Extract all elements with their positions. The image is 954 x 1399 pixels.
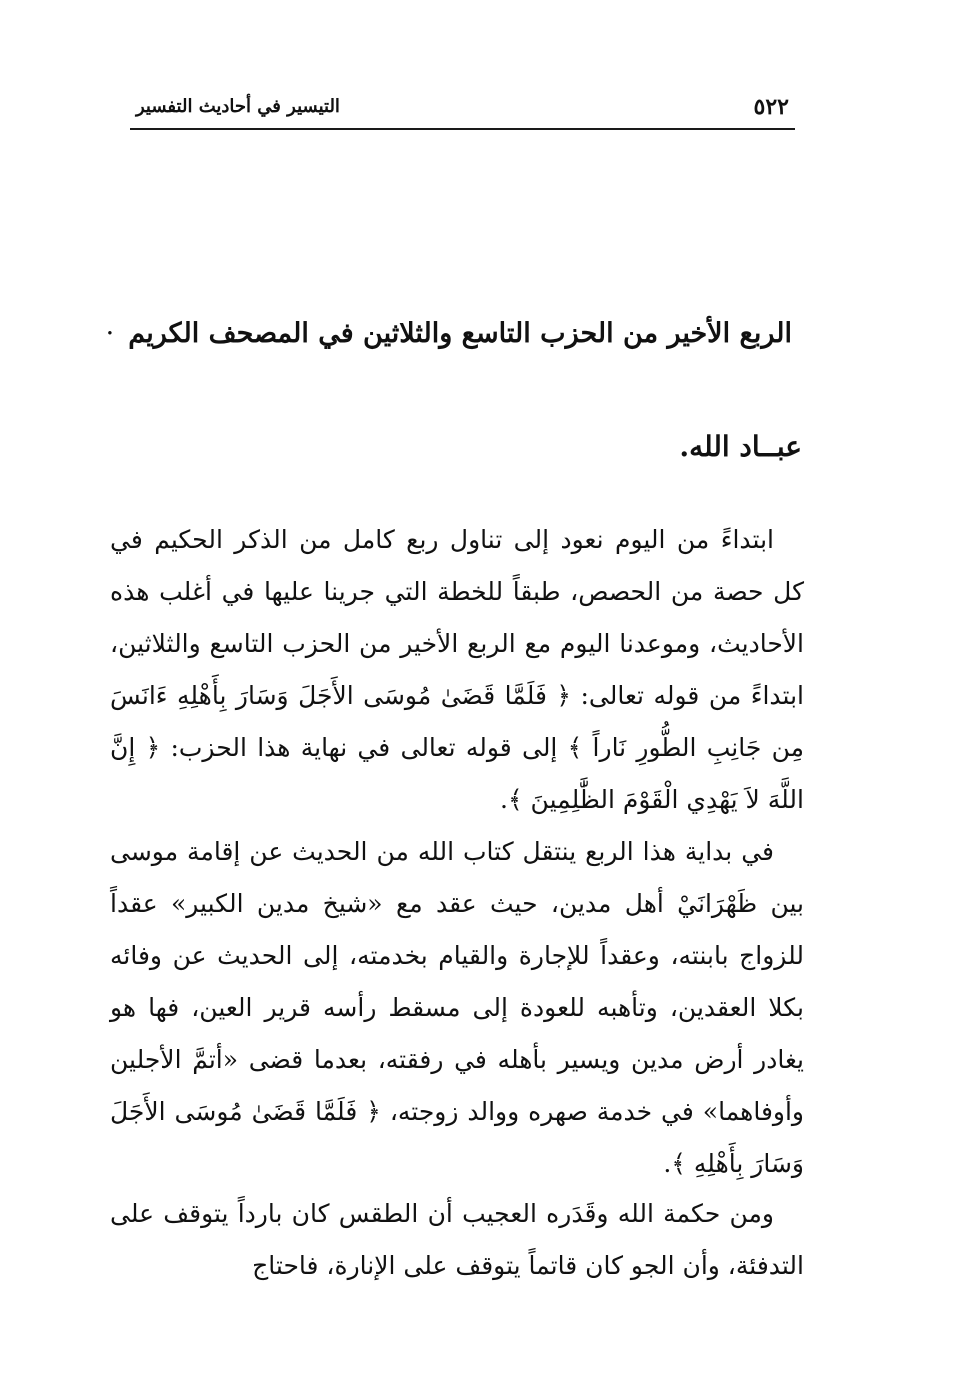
paragraph-text: ابتداءً من اليوم نعود إلى تناول ربع كامل من الذكر الحكيم في كل حصة من الحصص، طبقاً للخطة التي جرينا عليها في أغلب هذه الأحاديث، وموعدنا اليوم مع الربع الأخير من الحزب التاسع والثلاثين، ابتداءً من قوله تعالى: ﴿ فَلَمَّا قَضَىٰ مُوسَى الأَجَلَ وَسَارَ بِأَهْلِهِ ءَانَسَ مِن جَانِبِ الطُّورِ نَاراً ﴾ إلى قوله تعالى في نهاية هذا الحزب: ﴿ إِنَّ اللَّهَ لاَ يَهْدِي الْقَوْمَ الظَّٰلِمِينَ ﴾. — [110, 525, 804, 814]
section-title-text: الربع الأخير من الحزب التاسع والثلاثين في المصحف الكريم — [128, 318, 792, 349]
page-number: ٥٢٢ — [753, 94, 789, 120]
paragraph-3 — [110, 1188, 804, 1292]
page-header — [130, 88, 795, 130]
paragraph-text: في بداية هذا الربع ينتقل كتاب الله من الحديث عن إقامة موسى بين ظَهْرَانَيْ أهل مدين، حيث عقد مع «شيخ مدين الكبير» عقداً للزواج بابنته، وعقداً للإجارة والقيام بخدمته، إلى الحديث عن وفائه بكلا العقدين، وتأهبه للعودة إلى مسقط رأسه قرير العين، فها هو يغادر أرض مدين ويسير بأهله في رفقته، بعدما قضى «أتمَّ الأجلين وأوفاهما» في خدمة صهره ووالد زوجته، ﴿ فَلَمَّا قَضَىٰ مُوسَى الأَجَلَ وَسَارَ بِأَهْلِهِ ﴾. — [110, 837, 804, 1178]
section-title-mark: · — [105, 318, 115, 349]
paragraph-2 — [110, 826, 804, 1190]
paragraph-1 — [110, 514, 804, 826]
running-title: التيسير في أحاديث التفسير — [136, 96, 340, 117]
greeting-heading: عبــاد الله. — [679, 430, 802, 463]
paragraph-text: ومن حكمة الله وقَدَره العجيب أن الطقس كان بارداً يتوقف على التدفئة، وأن الجو كان قاتماً يتوقف على الإنارة، فاحتاج — [110, 1199, 804, 1280]
section-title — [92, 318, 792, 349]
